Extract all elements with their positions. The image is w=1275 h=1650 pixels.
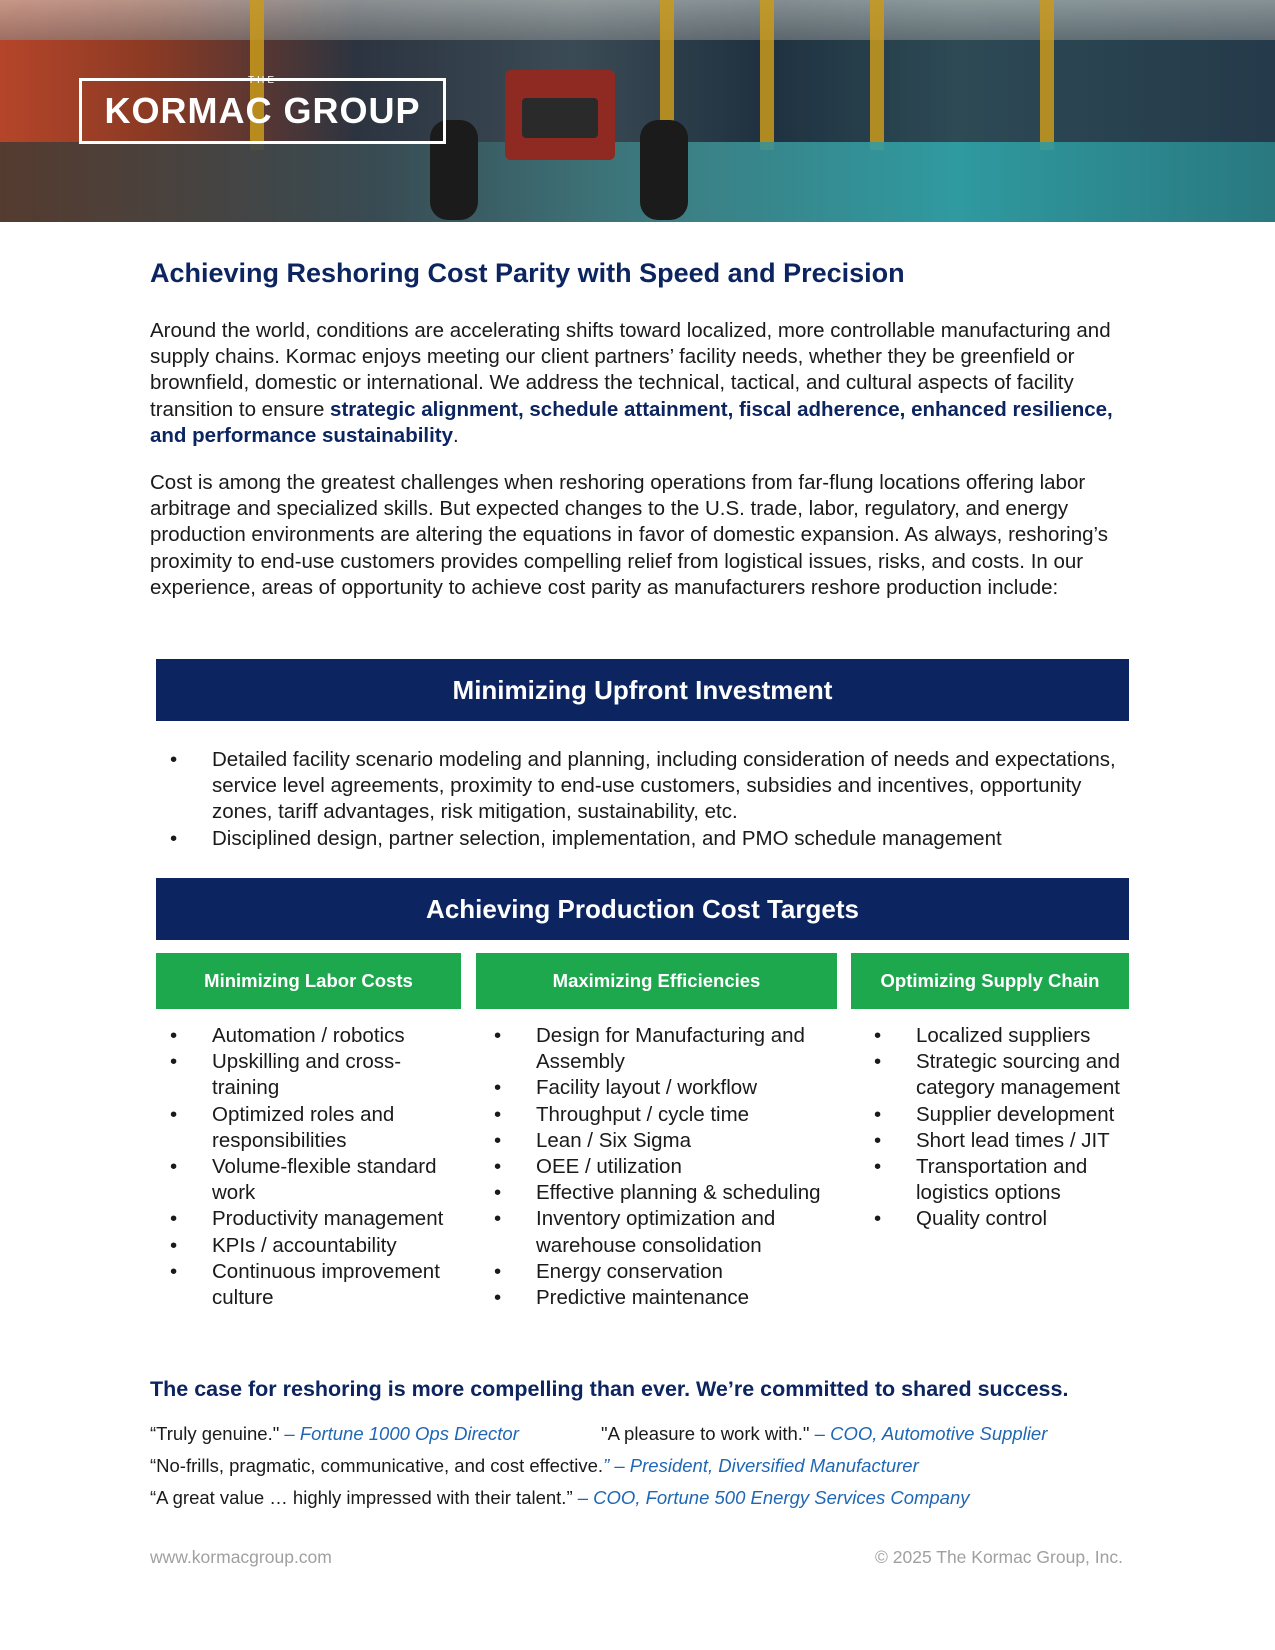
footer-website[interactable]: www.kormacgroup.com	[150, 1547, 332, 1567]
list-item: • Disciplined design, partner selection, implementation, and PMO schedule management	[156, 826, 1116, 852]
quote-attribution: – COO, Fortune 500 Energy Services Company	[572, 1487, 970, 1508]
list-item: • Inventory optimization and warehouse consolidation	[480, 1206, 840, 1258]
section-heading-upfront-investment: Minimizing Upfront Investment	[156, 659, 1129, 721]
list-item: • Effective planning & scheduling	[480, 1180, 840, 1206]
list-item: • KPIs / accountability	[156, 1233, 466, 1259]
list-item: • Automation / robotics	[156, 1023, 466, 1049]
cost-paragraph: Cost is among the greatest challenges when reshoring operations from far-flung locations offering labor arbitrage and specialized skills. But expected changes to the U.S. trade, labor, regulatory, and energy production environments are altering the equations in favor of domestic expansion. As always, reshoring’s proximity to end-use customers provides compelling relief from logistical issues, risks, and costs. In our experience, areas of opportunity to achieve cost parity as manufacturers reshore production include:	[150, 471, 1108, 599]
list-item: • Throughput / cycle time	[480, 1102, 840, 1128]
testimonial	[601, 1423, 1047, 1445]
column-heading-supply-chain: Optimizing Supply Chain	[851, 953, 1129, 1009]
logo-name: KORMAC GROUP	[104, 90, 421, 131]
column-heading-labor: Minimizing Labor Costs	[156, 953, 461, 1009]
company-logo	[79, 75, 446, 144]
testimonial	[150, 1487, 970, 1509]
quote-text: “A great value … highly impressed with their talent.”	[150, 1487, 573, 1508]
list-item: • Facility layout / workflow	[480, 1075, 840, 1101]
list-item: • Strategic sourcing and category management	[860, 1049, 1140, 1101]
list-item: • Predictive maintenance	[480, 1285, 840, 1311]
header-banner-image	[0, 0, 1275, 222]
list-item: • Design for Manufacturing and Assembly	[480, 1023, 840, 1075]
intro-text: Around the world, conditions are accelerating shifts toward localized, more controllable manufacturing and supply chains. Kormac enjoys meeting our client partners’ facility needs, whether they be greenfield or brownfield, domestic or international. We address the technical, tactical, and cultural aspects of facility transition to ensure	[150, 319, 1111, 421]
list-item: • Continuous improvement culture	[156, 1259, 466, 1311]
efficiencies-list	[480, 1023, 840, 1311]
column-heading-efficiencies: Maximizing Efficiencies	[476, 953, 837, 1009]
list-item: • Optimized roles and responsibilities	[156, 1102, 466, 1154]
labor-costs-list	[156, 1023, 466, 1311]
intro-end: .	[453, 423, 459, 447]
supply-chain-list	[860, 1023, 1140, 1233]
page-title: Achieving Reshoring Cost Parity with Speed and Precision	[150, 258, 905, 288]
quote-text: “No-frills, pragmatic, communicative, and cost effective.	[150, 1455, 604, 1476]
footer-copyright: © 2025 The Kormac Group, Inc.	[875, 1547, 1123, 1567]
section-heading-production-cost: Achieving Production Cost Targets	[156, 878, 1129, 940]
intro-paragraph	[150, 318, 1130, 449]
list-item: • Lean / Six Sigma	[480, 1128, 840, 1154]
logo-the: THE	[248, 75, 277, 86]
quote-text: "A pleasure to work with."	[601, 1423, 810, 1444]
intro-highlight: strategic alignment, schedule attainment, fiscal adherence, enhanced resilience, and performance sustainability	[150, 397, 1113, 447]
list-item: • Energy conservation	[480, 1259, 840, 1285]
list-item: • Upskilling and cross-training	[156, 1049, 466, 1101]
list-item: • Localized suppliers	[860, 1023, 1140, 1049]
testimonial	[150, 1455, 919, 1477]
list-item: • Transportation and logistics options	[860, 1154, 1140, 1206]
list-item: • Detailed facility scenario modeling and planning, including consideration of needs and expectations, service level agreements, proximity to end-use customers, subsidies and incentives, opportunity zones, tariff advantages, risk mitigation, sustainability, etc.	[156, 747, 1116, 826]
list-item: • Productivity management	[156, 1206, 466, 1232]
list-item: • OEE / utilization	[480, 1154, 840, 1180]
quote-attribution: – Fortune 1000 Ops Director	[279, 1423, 519, 1444]
list-item: • Supplier development	[860, 1102, 1140, 1128]
quote-attribution: ” – President, Diversified Manufacturer	[603, 1455, 919, 1476]
case-statement: The case for reshoring is more compelling than ever. We’re committed to shared success.	[150, 1377, 1069, 1401]
testimonial	[150, 1423, 519, 1445]
quote-text: “Truly genuine."	[150, 1423, 280, 1444]
list-item: • Short lead times / JIT	[860, 1128, 1140, 1154]
list-item: • Volume-flexible standard work	[156, 1154, 466, 1206]
list-item: • Quality control	[860, 1206, 1140, 1232]
upfront-investment-list	[156, 747, 1116, 852]
quote-attribution: – COO, Automotive Supplier	[809, 1423, 1048, 1444]
